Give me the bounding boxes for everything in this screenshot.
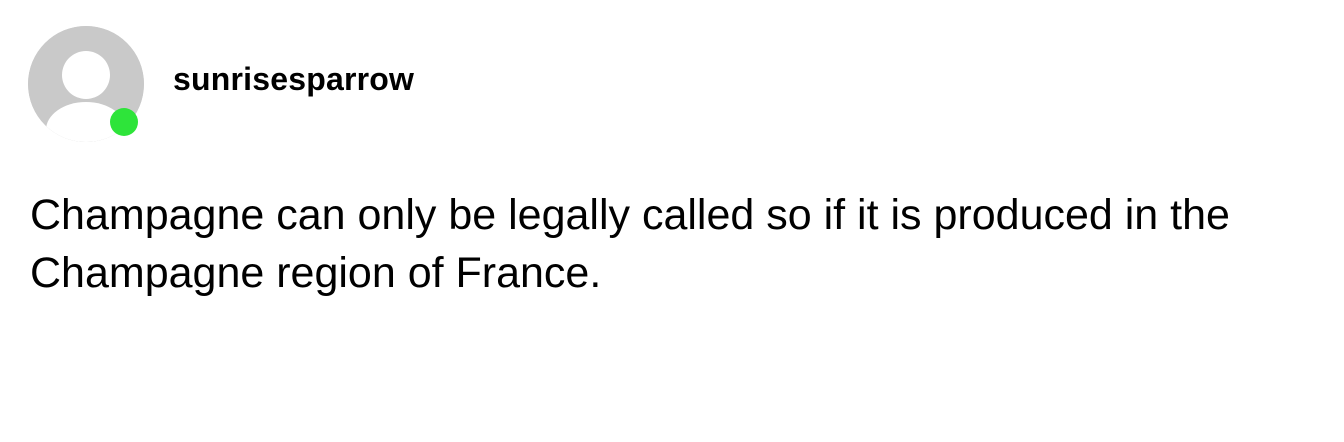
post-text: Champagne can only be legally called so if it is produced in the Champagne region of France. (30, 191, 1230, 297)
post-header (28, 28, 414, 140)
avatar[interactable] (28, 26, 144, 142)
online-status-dot-icon (110, 108, 138, 136)
username[interactable]: sunrisesparrow (173, 60, 415, 97)
